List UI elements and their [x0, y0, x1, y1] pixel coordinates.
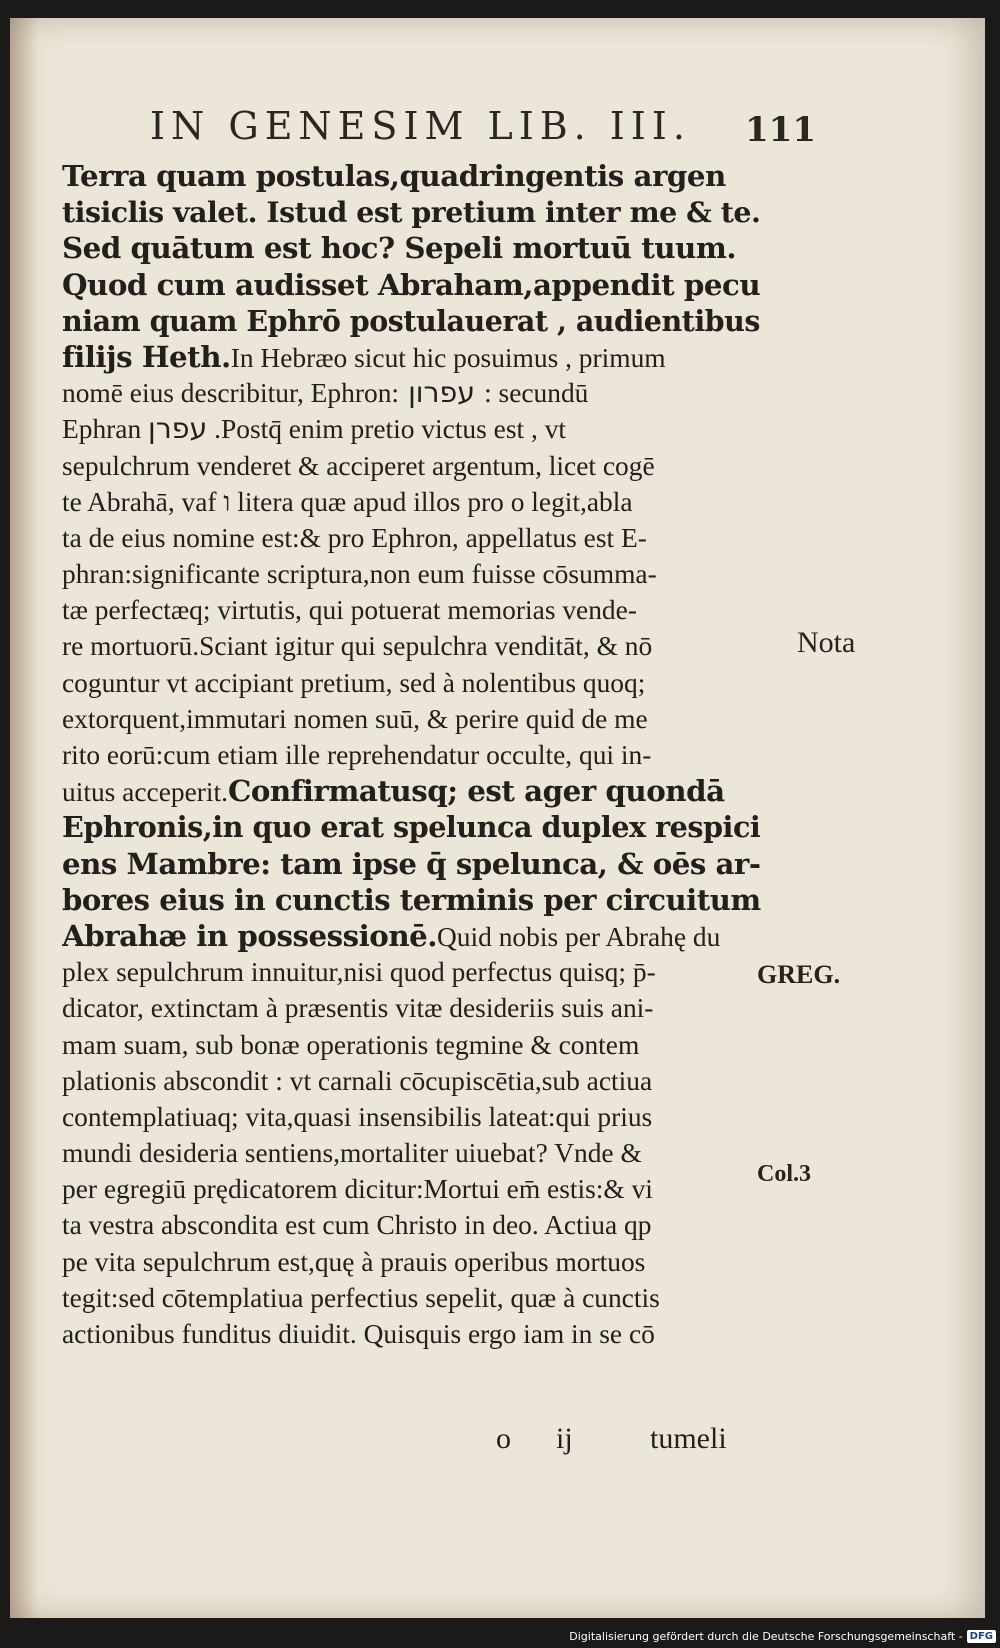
roman-text: : secundū	[484, 378, 589, 409]
roman-text: .Postq̄ enim pretio victus est , vt	[207, 414, 567, 445]
text-line	[62, 918, 802, 954]
text-line	[62, 194, 802, 230]
roman-text: coguntur vt accipiant pretium, sed à nolentibus quoq;	[62, 667, 646, 698]
roman-text: rito eorū:cum etiam ille reprehendatur occulte, qui in-	[62, 740, 652, 770]
footer-credit	[569, 1627, 996, 1645]
blackletter-text: Sed quātum est hoc? Sepeli mortuū tuum.	[62, 230, 737, 266]
text-line	[62, 1135, 802, 1171]
dfg-logo: DFG	[967, 1630, 996, 1643]
text-line	[62, 954, 802, 990]
roman-text: sepulchrum venderet & acciperet argentum, licet cogē	[62, 450, 655, 481]
catchword: tumeli	[650, 1422, 727, 1455]
text-line	[62, 737, 802, 773]
roman-text: actionibus funditus diuidit. Quisquis ergo iam in se cō	[62, 1319, 655, 1349]
footer-text: Digitalisierung gefördert durch die Deutsche Forschungsgemeinschaft -	[569, 1629, 963, 1643]
page-gutter-shadow	[10, 18, 38, 1618]
text-line	[62, 267, 802, 303]
signature-number: ij	[556, 1422, 573, 1455]
roman-text: plex sepulchrum innuitur,nisi quod perfectus quisq; p̄-	[62, 957, 656, 988]
text-line	[62, 1027, 802, 1063]
text-line	[62, 339, 802, 375]
text-line	[62, 1063, 802, 1099]
text-line	[62, 484, 802, 520]
blackletter-text: tisiclis valet. Istud est pretium inter me & te.	[62, 195, 761, 230]
text-line	[62, 1280, 802, 1316]
text-line	[62, 846, 802, 882]
text-line	[62, 158, 802, 194]
roman-text: Quid nobis per Abrahę du	[437, 921, 721, 952]
margin-note-col: Col.3	[757, 1161, 811, 1187]
roman-text: uitus acceperit.	[62, 777, 228, 808]
blackletter-text: Confirmatusq; est ager quondā	[227, 773, 725, 809]
roman-text: mundi desideria sentiens,mortaliter uiuebat? Vnde &	[62, 1138, 642, 1169]
blackletter-text: Terra quam postulas,quadringentis argen	[62, 158, 726, 193]
roman-text: plationis abscondit : vt carnali cōcupiscētia,sub actiua	[62, 1065, 653, 1096]
text-line	[62, 701, 802, 737]
text-line	[62, 882, 802, 918]
text-line	[62, 375, 802, 411]
blackletter-text: Ephronis,in quo erat spelunca duplex respici	[62, 810, 761, 845]
text-line	[62, 1171, 802, 1207]
roman-text: pe vita sepulchrum est,quę à prauis operibus mortuos	[62, 1246, 646, 1277]
roman-text: tæ perfectæq; virtutis, qui potuerat memorias vende-	[62, 595, 637, 626]
text-line	[62, 1244, 802, 1280]
main-text-block	[62, 158, 802, 1352]
blackletter-text: ens Mambre: tam ipse q̄ spelunca, & oēs ar-	[62, 846, 761, 881]
roman-text: In Hebræo sicut hic posuimus , primum	[230, 342, 666, 373]
blackletter-text: Quod cum audisset Abraham,appendit pecu	[62, 266, 761, 302]
blackletter-text: filijs Heth.	[62, 338, 231, 374]
text-line	[62, 1099, 802, 1135]
text-line	[62, 990, 802, 1026]
text-line	[62, 556, 802, 592]
roman-text: mam suam, sub bonæ operationis tegmine & contem	[62, 1029, 640, 1060]
roman-text: contemplatiuaq; vita,quasi insensibilis lateat:qui prius	[62, 1101, 653, 1132]
roman-text: Ephran	[62, 414, 149, 445]
text-line	[62, 303, 802, 339]
text-line	[62, 520, 802, 556]
text-line	[62, 665, 802, 701]
blackletter-text: Abrahæ in possessionē.	[62, 917, 437, 953]
text-line	[62, 592, 802, 628]
roman-text: tegit:sed cōtemplatiua perfectius sepelit, quæ à cunctis	[62, 1282, 660, 1313]
folio-number: 111	[745, 110, 816, 150]
margin-note-nota: Nota	[797, 626, 856, 659]
signature-mark: o	[496, 1422, 511, 1455]
roman-text: ta de eius nomine est:& pro Ephron, appellatus est E-	[62, 522, 647, 553]
blackletter-text: bores eius in cunctis terminis per circuitum	[62, 882, 761, 917]
text-line	[62, 1207, 802, 1243]
roman-text: extorquent,immutari nomen suū, & perire quid de me	[62, 703, 648, 734]
running-head: IN GENESIM LIB. III.	[150, 104, 691, 148]
blackletter-text: niam quam Ephrō postulauerat , audientibus	[62, 303, 760, 338]
roman-text: ta vestra abscondita est cum Christo in deo. Actiua qp	[62, 1210, 652, 1241]
text-line	[62, 411, 802, 447]
text-line	[62, 448, 802, 484]
hebrew-word: עפרון	[399, 376, 485, 410]
hebrew-word: עפרן	[148, 412, 208, 446]
margin-note-greg: GREG.	[757, 960, 841, 989]
roman-text: te Abrahā, vaf ו litera quæ apud illos pro o legit,abla	[62, 486, 633, 517]
roman-text: re mortuorū.Sciant igitur qui sepulchra venditāt, & nō	[62, 631, 653, 662]
text-line	[62, 1316, 802, 1352]
roman-text: phran:significante scriptura,non eum fuisse cōsumma-	[62, 559, 657, 590]
text-line	[62, 809, 802, 845]
text-line	[62, 773, 802, 809]
roman-text: nomē eius describitur, Ephron:	[62, 378, 400, 409]
text-line	[62, 628, 802, 664]
roman-text: dicator, extinctam à præsentis vitæ desideriis suis ani-	[62, 993, 654, 1024]
text-line	[62, 230, 802, 266]
roman-text: per egregiū prędicatorem dicitur:Mortui em̄ estis:& vi	[62, 1174, 653, 1205]
